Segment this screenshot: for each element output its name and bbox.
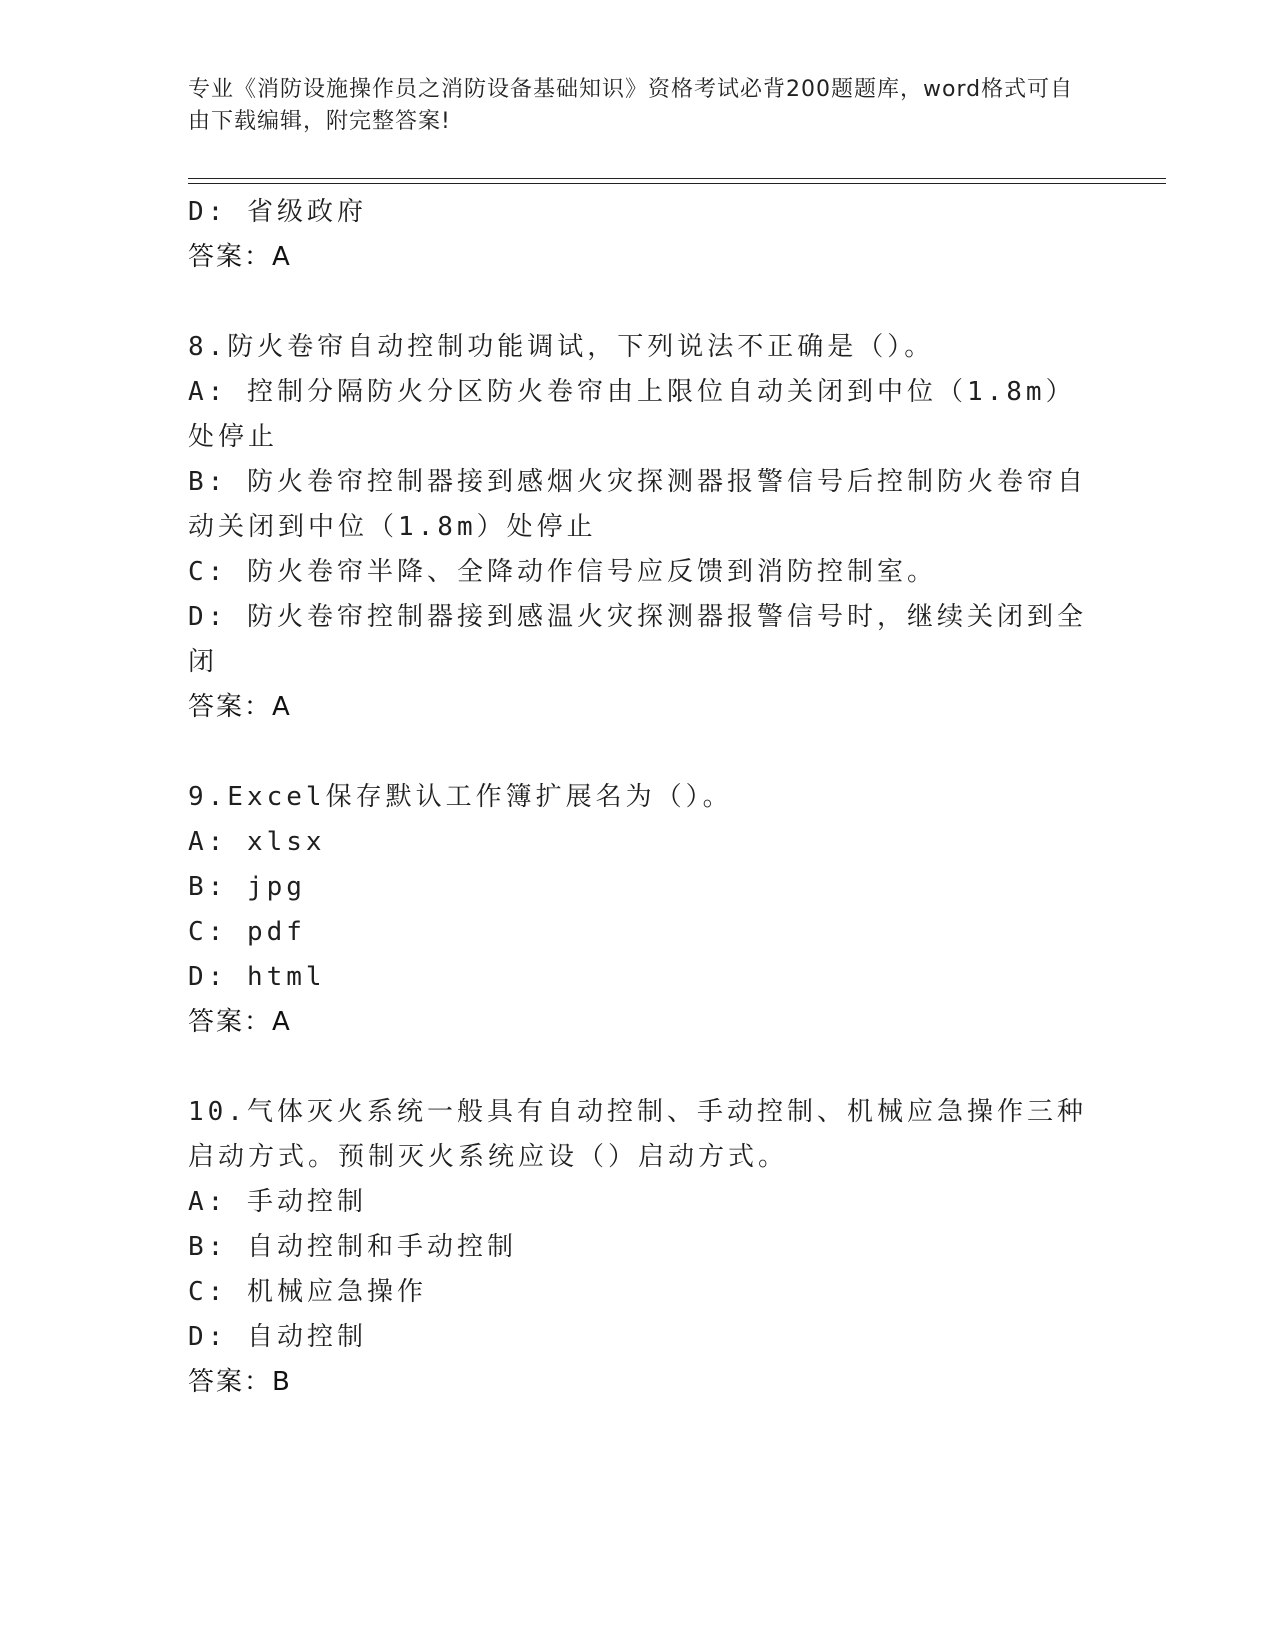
option-a: A: 控制分隔防火分区防火卷帘由上限位自动关闭到中位（1.8m）处停止 bbox=[188, 377, 1076, 452]
header-rule-bottom bbox=[188, 183, 1166, 184]
document-body bbox=[188, 190, 1088, 1405]
spacer bbox=[188, 730, 1088, 775]
question-10 bbox=[188, 1090, 1088, 1405]
document-header bbox=[188, 74, 1088, 138]
option-d: D: 省级政府 bbox=[188, 197, 367, 227]
option-b: B: 防火卷帘控制器接到感烟火灾探测器报警信号后控制防火卷帘自动关闭到中位（1.8m）处停止 bbox=[188, 467, 1087, 542]
answer-line: 答案：A bbox=[188, 242, 292, 272]
option-d: D: 防火卷帘控制器接到感温火灾探测器报警信号时，继续关闭到全闭 bbox=[188, 602, 1087, 677]
spacer bbox=[188, 1045, 1088, 1090]
header-rule-top bbox=[188, 178, 1166, 179]
spacer bbox=[188, 280, 1088, 325]
question-fragment bbox=[188, 190, 1088, 280]
answer-line: 答案：B bbox=[188, 1367, 292, 1397]
option-b: B: 自动控制和手动控制 bbox=[188, 1232, 517, 1262]
question-text: 9.Excel保存默认工作簿扩展名为（）。 bbox=[188, 782, 733, 812]
question-text: 8.防火卷帘自动控制功能调试，下列说法不正确是（）。 bbox=[188, 332, 935, 362]
option-b: B: jpg bbox=[188, 872, 306, 902]
header-title: 专业《消防设施操作员之消防设备基础知识》资格考试必背200题题库，word格式可自由下载编辑，附完整答案! bbox=[188, 77, 1074, 134]
option-d: D: html bbox=[188, 962, 326, 992]
option-a: A: 手动控制 bbox=[188, 1187, 367, 1217]
question-8 bbox=[188, 325, 1088, 730]
option-c: C: 防火卷帘半降、全降动作信号应反馈到消防控制室。 bbox=[188, 557, 937, 587]
option-c: C: 机械应急操作 bbox=[188, 1277, 427, 1307]
option-d: D: 自动控制 bbox=[188, 1322, 367, 1352]
option-a: A: xlsx bbox=[188, 827, 326, 857]
option-c: C: pdf bbox=[188, 917, 306, 947]
question-9 bbox=[188, 775, 1088, 1045]
answer-line: 答案：A bbox=[188, 1007, 292, 1037]
question-text: 10.气体灭火系统一般具有自动控制、手动控制、机械应急操作三种启动方式。预制灭火系统应设（）启动方式。 bbox=[188, 1097, 1087, 1172]
answer-line: 答案：A bbox=[188, 692, 292, 722]
